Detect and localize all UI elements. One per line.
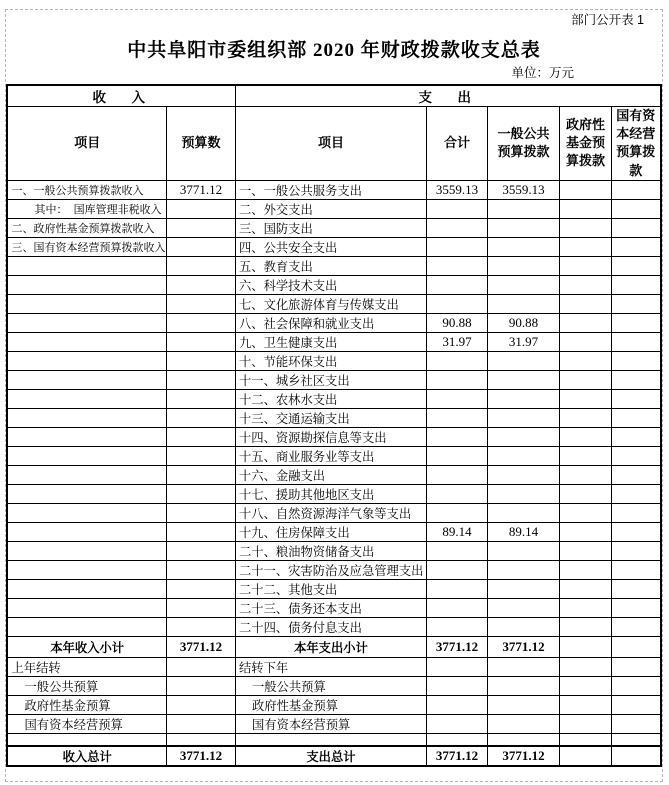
income-budget-cell	[166, 695, 235, 714]
income-item-cell	[7, 484, 166, 503]
col-header-exp-state-capital: 国有资本经营预算拨款	[611, 107, 660, 181]
expenditure-gov-fund-cell	[559, 332, 611, 351]
expenditure-total-cell	[426, 256, 487, 275]
expenditure-general-public-cell	[487, 695, 559, 714]
income-budget-cell	[166, 560, 235, 579]
expenditure-state-capital-cell	[611, 676, 660, 695]
income-item-cell	[7, 598, 166, 617]
expenditure-gov-fund-cell	[559, 503, 611, 522]
income-budget-cell	[166, 256, 235, 275]
expenditure-state-capital-cell	[611, 733, 660, 746]
income-budget-cell: 3771.12	[166, 180, 235, 199]
data-row	[7, 218, 660, 237]
expenditure-state-capital-cell	[611, 522, 660, 541]
expenditure-gov-fund-cell	[559, 484, 611, 503]
expenditure-total-cell	[426, 351, 487, 370]
expenditure-item-cell	[235, 733, 426, 746]
expenditure-total-cell: 3771.12	[426, 746, 487, 766]
data-row	[7, 408, 660, 427]
expenditure-state-capital-cell	[611, 218, 660, 237]
expenditure-general-public-cell: 3559.13	[487, 180, 559, 199]
data-row	[7, 199, 660, 218]
expenditure-total-cell	[426, 427, 487, 446]
expenditure-gov-fund-cell	[559, 256, 611, 275]
expenditure-gov-fund-cell	[559, 676, 611, 695]
expenditure-total-cell	[426, 237, 487, 256]
expenditure-state-capital-cell	[611, 389, 660, 408]
expenditure-state-capital-cell	[611, 351, 660, 370]
expenditure-general-public-cell	[487, 446, 559, 465]
expenditure-general-public-cell	[487, 598, 559, 617]
expenditure-state-capital-cell	[611, 180, 660, 199]
expenditure-state-capital-cell	[611, 484, 660, 503]
expenditure-state-capital-cell	[611, 598, 660, 617]
income-item-cell: 政府性基金预算	[7, 695, 166, 714]
expenditure-total-cell	[426, 676, 487, 695]
expenditure-total-cell	[426, 218, 487, 237]
expenditure-item-cell: 二、外交支出	[235, 199, 426, 218]
expenditure-item-cell: 国有资本经营预算	[235, 714, 426, 733]
col-header-exp-general-public: 一般公共预算拨款	[487, 107, 559, 181]
income-item-cell	[7, 408, 166, 427]
expenditure-state-capital-cell	[611, 370, 660, 389]
expenditure-item-cell: 本年支出小计	[235, 636, 426, 657]
data-row	[7, 313, 660, 332]
income-item-cell: 上年结转	[7, 657, 166, 676]
expenditure-total-cell	[426, 560, 487, 579]
expenditure-total-cell: 31.97	[426, 332, 487, 351]
income-budget-cell	[166, 237, 235, 256]
expenditure-item-cell: 十三、交通运输支出	[235, 408, 426, 427]
expenditure-general-public-cell	[487, 714, 559, 733]
income-item-cell	[7, 733, 166, 746]
expenditure-state-capital-cell	[611, 636, 660, 657]
data-row	[7, 522, 660, 541]
data-row	[7, 332, 660, 351]
corner-label: 部门公开表 1	[571, 13, 644, 27]
expenditure-gov-fund-cell	[559, 657, 611, 676]
income-budget-cell: 3771.12	[166, 746, 235, 766]
expenditure-general-public-cell	[487, 733, 559, 746]
expenditure-general-public-cell: 3771.12	[487, 746, 559, 766]
expenditure-item-cell: 十七、援助其他地区支出	[235, 484, 426, 503]
expenditure-item-cell: 一般公共预算	[235, 676, 426, 695]
expenditure-gov-fund-cell	[559, 389, 611, 408]
expenditure-total-cell: 3771.12	[426, 636, 487, 657]
income-section-header: 收 入	[7, 85, 235, 107]
expenditure-general-public-cell	[487, 408, 559, 427]
section-header-row	[7, 85, 660, 107]
report-sheet	[5, 9, 663, 782]
expenditure-item-cell: 二十四、债务付息支出	[235, 617, 426, 636]
expenditure-gov-fund-cell	[559, 427, 611, 446]
data-row	[7, 465, 660, 484]
income-budget-cell	[166, 351, 235, 370]
expenditure-state-capital-cell	[611, 256, 660, 275]
expenditure-state-capital-cell	[611, 579, 660, 598]
income-budget-cell: 3771.12	[166, 636, 235, 657]
expenditure-state-capital-cell	[611, 294, 660, 313]
expenditure-gov-fund-cell	[559, 465, 611, 484]
data-row	[7, 180, 660, 199]
col-header-exp-item: 项目	[235, 107, 426, 181]
expenditure-state-capital-cell	[611, 695, 660, 714]
expenditure-state-capital-cell	[611, 714, 660, 733]
expenditure-state-capital-cell	[611, 408, 660, 427]
expenditure-gov-fund-cell	[559, 598, 611, 617]
expenditure-general-public-cell: 3771.12	[487, 636, 559, 657]
expenditure-state-capital-cell	[611, 503, 660, 522]
carry-row	[7, 714, 660, 733]
total-row	[7, 746, 660, 766]
expenditure-state-capital-cell	[611, 617, 660, 636]
expenditure-state-capital-cell	[611, 275, 660, 294]
expenditure-state-capital-cell	[611, 199, 660, 218]
income-budget-cell	[166, 598, 235, 617]
expenditure-general-public-cell	[487, 560, 559, 579]
expenditure-item-cell: 十四、资源勘探信息等支出	[235, 427, 426, 446]
expenditure-item-cell: 政府性基金预算	[235, 695, 426, 714]
income-item-cell: 二、政府性基金预算拨款收入	[7, 218, 166, 237]
expenditure-gov-fund-cell	[559, 695, 611, 714]
expenditure-general-public-cell: 89.14	[487, 522, 559, 541]
expenditure-general-public-cell	[487, 389, 559, 408]
income-item-cell	[7, 370, 166, 389]
income-item-cell: 收入总计	[7, 746, 166, 766]
expenditure-item-cell: 九、卫生健康支出	[235, 332, 426, 351]
expenditure-general-public-cell	[487, 579, 559, 598]
expenditure-gov-fund-cell	[559, 541, 611, 560]
expenditure-total-cell	[426, 446, 487, 465]
expenditure-gov-fund-cell	[559, 294, 611, 313]
income-budget-cell	[166, 427, 235, 446]
income-item-cell	[7, 579, 166, 598]
income-item-cell: 一、一般公共预算拨款收入	[7, 180, 166, 199]
expenditure-item-cell: 十九、住房保障支出	[235, 522, 426, 541]
unit-label: 单位：万元	[511, 66, 574, 80]
expenditure-total-cell	[426, 484, 487, 503]
expenditure-item-cell: 二十三、债务还本支出	[235, 598, 426, 617]
expenditure-total-cell	[426, 541, 487, 560]
expenditure-general-public-cell	[487, 199, 559, 218]
expenditure-total-cell	[426, 389, 487, 408]
expenditure-total-cell	[426, 695, 487, 714]
income-item-cell: 一般公共预算	[7, 676, 166, 695]
data-row	[7, 541, 660, 560]
expenditure-general-public-cell	[487, 256, 559, 275]
expenditure-item-cell: 二十一、灾害防治及应急管理支出	[235, 560, 426, 579]
data-row	[7, 503, 660, 522]
expenditure-general-public-cell: 31.97	[487, 332, 559, 351]
expenditure-state-capital-cell	[611, 332, 660, 351]
expenditure-total-cell	[426, 733, 487, 746]
expenditure-general-public-cell	[487, 657, 559, 676]
income-item-cell	[7, 275, 166, 294]
expenditure-item-cell: 二十、粮油物资储备支出	[235, 541, 426, 560]
expenditure-gov-fund-cell	[559, 617, 611, 636]
data-row	[7, 579, 660, 598]
subtotal-row	[7, 636, 660, 657]
income-budget-cell	[166, 465, 235, 484]
expenditure-total-cell	[426, 275, 487, 294]
expenditure-item-cell: 支出总计	[235, 746, 426, 766]
expenditure-total-cell: 90.88	[426, 313, 487, 332]
expenditure-item-cell: 十二、农林水支出	[235, 389, 426, 408]
expenditure-gov-fund-cell	[559, 522, 611, 541]
expenditure-general-public-cell	[487, 465, 559, 484]
income-item-cell: 本年收入小计	[7, 636, 166, 657]
empty-row	[7, 733, 660, 746]
income-item-cell	[7, 351, 166, 370]
expenditure-general-public-cell	[487, 617, 559, 636]
income-item-cell	[7, 256, 166, 275]
budget-summary-table	[6, 84, 661, 767]
carry-row	[7, 657, 660, 676]
income-budget-cell	[166, 676, 235, 695]
expenditure-total-cell	[426, 714, 487, 733]
expenditure-general-public-cell	[487, 351, 559, 370]
expenditure-general-public-cell	[487, 275, 559, 294]
income-budget-cell	[166, 446, 235, 465]
col-header-exp-gov-fund: 政府性基金预算拨款	[559, 107, 611, 181]
expenditure-state-capital-cell	[611, 427, 660, 446]
expenditure-gov-fund-cell	[559, 237, 611, 256]
income-budget-cell	[166, 657, 235, 676]
expenditure-general-public-cell	[487, 484, 559, 503]
expenditure-general-public-cell	[487, 294, 559, 313]
expenditure-gov-fund-cell	[559, 275, 611, 294]
income-budget-cell	[166, 522, 235, 541]
data-row	[7, 560, 660, 579]
expenditure-item-cell: 结转下年	[235, 657, 426, 676]
data-row	[7, 275, 660, 294]
expenditure-general-public-cell: 90.88	[487, 313, 559, 332]
expenditure-state-capital-cell	[611, 237, 660, 256]
expenditure-total-cell	[426, 199, 487, 218]
income-budget-cell	[166, 370, 235, 389]
income-item-cell: 其中： 国库管理非税收入	[7, 199, 166, 218]
expenditure-total-cell	[426, 598, 487, 617]
data-row	[7, 370, 660, 389]
income-item-cell	[7, 541, 166, 560]
expenditure-total-cell	[426, 617, 487, 636]
expenditure-gov-fund-cell	[559, 180, 611, 199]
income-item-cell	[7, 617, 166, 636]
expenditure-gov-fund-cell	[559, 313, 611, 332]
expenditure-general-public-cell	[487, 370, 559, 389]
expenditure-item-cell: 五、教育支出	[235, 256, 426, 275]
col-header-income-budget: 预算数	[166, 107, 235, 181]
expenditure-gov-fund-cell	[559, 351, 611, 370]
expenditure-state-capital-cell	[611, 313, 660, 332]
expenditure-total-cell	[426, 465, 487, 484]
income-item-cell	[7, 503, 166, 522]
income-budget-cell	[166, 313, 235, 332]
expenditure-total-cell	[426, 294, 487, 313]
data-row	[7, 351, 660, 370]
income-budget-cell	[166, 332, 235, 351]
col-header-exp-total: 合计	[426, 107, 487, 181]
expenditure-item-cell: 三、国防支出	[235, 218, 426, 237]
expenditure-item-cell: 十六、金融支出	[235, 465, 426, 484]
expenditure-state-capital-cell	[611, 541, 660, 560]
carry-row	[7, 676, 660, 695]
expenditure-item-cell: 十、节能环保支出	[235, 351, 426, 370]
expenditure-gov-fund-cell	[559, 579, 611, 598]
income-item-cell	[7, 389, 166, 408]
data-row	[7, 256, 660, 275]
income-budget-cell	[166, 389, 235, 408]
income-item-cell	[7, 427, 166, 446]
column-header-row	[7, 107, 660, 181]
expenditure-state-capital-cell	[611, 560, 660, 579]
expenditure-general-public-cell	[487, 541, 559, 560]
expenditure-general-public-cell	[487, 237, 559, 256]
expenditure-item-cell: 四、公共安全支出	[235, 237, 426, 256]
expenditure-total-cell	[426, 370, 487, 389]
page-title: 中共阜阳市委组织部 2020 年财政拨款收支总表	[127, 40, 541, 61]
expenditure-general-public-cell	[487, 676, 559, 695]
income-item-cell	[7, 465, 166, 484]
income-budget-cell	[166, 199, 235, 218]
expenditure-total-cell	[426, 503, 487, 522]
income-budget-cell	[166, 275, 235, 294]
income-item-cell	[7, 560, 166, 579]
expenditure-total-cell	[426, 408, 487, 427]
income-budget-cell	[166, 218, 235, 237]
expenditure-item-cell: 十一、城乡社区支出	[235, 370, 426, 389]
data-row	[7, 237, 660, 256]
data-row	[7, 617, 660, 636]
data-row	[7, 427, 660, 446]
expenditure-gov-fund-cell	[559, 199, 611, 218]
expenditure-general-public-cell	[487, 427, 559, 446]
col-header-income-item: 项目	[7, 107, 166, 181]
expenditure-state-capital-cell	[611, 657, 660, 676]
data-row	[7, 294, 660, 313]
income-item-cell	[7, 313, 166, 332]
expenditure-item-cell: 一、一般公共服务支出	[235, 180, 426, 199]
income-budget-cell	[166, 579, 235, 598]
expenditure-item-cell: 十八、自然资源海洋气象等支出	[235, 503, 426, 522]
income-item-cell: 国有资本经营预算	[7, 714, 166, 733]
expenditure-total-cell: 89.14	[426, 522, 487, 541]
expenditure-item-cell: 十五、商业服务业等支出	[235, 446, 426, 465]
expenditure-gov-fund-cell	[559, 370, 611, 389]
expenditure-total-cell	[426, 579, 487, 598]
expenditure-gov-fund-cell	[559, 636, 611, 657]
expenditure-gov-fund-cell	[559, 746, 611, 766]
income-budget-cell	[166, 408, 235, 427]
income-budget-cell	[166, 617, 235, 636]
carry-row	[7, 695, 660, 714]
income-item-cell	[7, 522, 166, 541]
expenditure-total-cell: 3559.13	[426, 180, 487, 199]
expenditure-item-cell: 七、文化旅游体育与传媒支出	[235, 294, 426, 313]
expenditure-gov-fund-cell	[559, 714, 611, 733]
income-budget-cell	[166, 484, 235, 503]
income-budget-cell	[166, 714, 235, 733]
table-body	[7, 180, 660, 766]
expenditure-gov-fund-cell	[559, 733, 611, 746]
income-item-cell	[7, 294, 166, 313]
data-row	[7, 389, 660, 408]
expenditure-state-capital-cell	[611, 465, 660, 484]
expenditure-item-cell: 二十二、其他支出	[235, 579, 426, 598]
expenditure-total-cell	[426, 657, 487, 676]
expenditure-general-public-cell	[487, 503, 559, 522]
expenditure-gov-fund-cell	[559, 560, 611, 579]
income-budget-cell	[166, 733, 235, 746]
income-item-cell	[7, 332, 166, 351]
data-row	[7, 484, 660, 503]
expenditure-state-capital-cell	[611, 446, 660, 465]
data-row	[7, 446, 660, 465]
expenditure-section-header: 支 出	[235, 85, 660, 107]
expenditure-item-cell: 六、科学技术支出	[235, 275, 426, 294]
income-budget-cell	[166, 541, 235, 560]
income-item-cell: 三、国有资本经营预算拨款收入	[7, 237, 166, 256]
data-row	[7, 598, 660, 617]
income-budget-cell	[166, 294, 235, 313]
expenditure-item-cell: 八、社会保障和就业支出	[235, 313, 426, 332]
expenditure-gov-fund-cell	[559, 446, 611, 465]
expenditure-gov-fund-cell	[559, 408, 611, 427]
income-budget-cell	[166, 503, 235, 522]
expenditure-state-capital-cell	[611, 746, 660, 766]
expenditure-general-public-cell	[487, 218, 559, 237]
expenditure-gov-fund-cell	[559, 218, 611, 237]
income-item-cell	[7, 446, 166, 465]
